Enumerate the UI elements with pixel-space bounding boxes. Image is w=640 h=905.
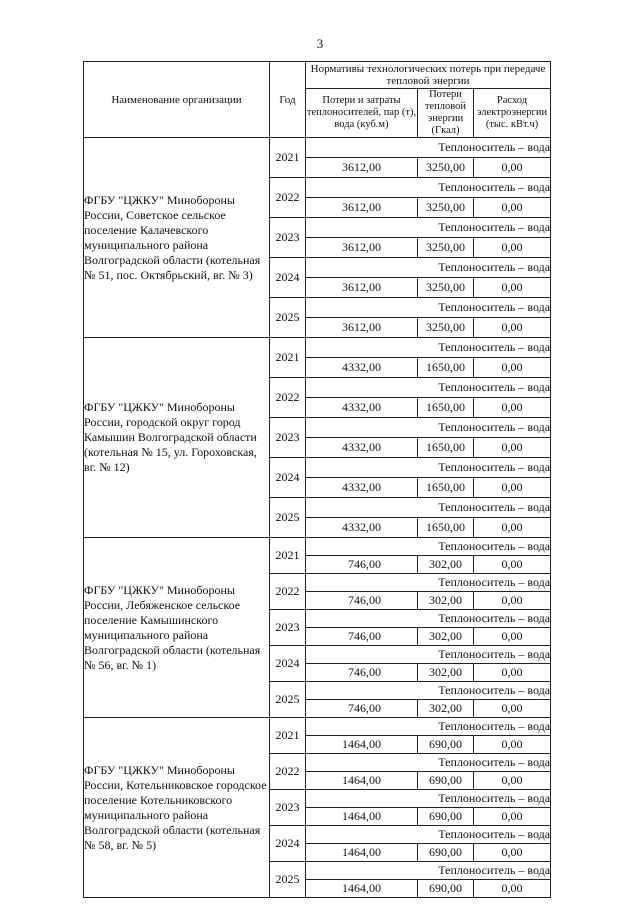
heat-loss-value: 3250,00 xyxy=(418,318,474,338)
power-value: 0,00 xyxy=(474,808,551,826)
carrier-label: Теплоноситель – вода xyxy=(306,682,551,700)
losses-value: 3612,00 xyxy=(306,318,418,338)
heat-loss-value: 302,00 xyxy=(418,556,474,574)
heat-loss-value: 1650,00 xyxy=(418,438,474,458)
organization-name: ФГБУ "ЦЖКУ" Минобороны России, городской округ город Камышин Волгоградской области (котельная № 15, ул. Гороховская, вг. № 12) xyxy=(84,338,270,538)
power-value: 0,00 xyxy=(474,398,551,418)
carrier-label: Теплоноситель – вода xyxy=(306,754,551,772)
losses-value: 4332,00 xyxy=(306,438,418,458)
carrier-label: Теплоноситель – вода xyxy=(306,790,551,808)
power-value: 0,00 xyxy=(474,772,551,790)
year-cell: 2023 xyxy=(270,418,306,458)
heat-loss-value: 302,00 xyxy=(418,592,474,610)
power-value: 0,00 xyxy=(474,700,551,718)
year-cell: 2022 xyxy=(270,574,306,610)
year-cell: 2021 xyxy=(270,538,306,574)
year-cell: 2021 xyxy=(270,138,306,178)
year-column-header: Год xyxy=(270,62,306,138)
year-cell: 2022 xyxy=(270,378,306,418)
table-body xyxy=(84,138,551,898)
losses-value: 746,00 xyxy=(306,556,418,574)
year-cell: 2024 xyxy=(270,458,306,498)
heat-loss-value: 690,00 xyxy=(418,808,474,826)
year-cell: 2024 xyxy=(270,826,306,862)
year-cell: 2021 xyxy=(270,338,306,378)
carrier-label: Теплоноситель – вода xyxy=(306,646,551,664)
carrier-label: Теплоноситель – вода xyxy=(306,862,551,880)
losses-value: 3612,00 xyxy=(306,278,418,298)
heat-loss-value: 1650,00 xyxy=(418,518,474,538)
power-value: 0,00 xyxy=(474,278,551,298)
carrier-label: Теплоноситель – вода xyxy=(306,574,551,592)
year-cell: 2025 xyxy=(270,862,306,898)
norms-table xyxy=(83,61,551,898)
year-cell: 2023 xyxy=(270,610,306,646)
org-column-header: Наименование организации xyxy=(84,62,270,138)
power-value: 0,00 xyxy=(474,318,551,338)
losses-value: 4332,00 xyxy=(306,478,418,498)
carrier-label: Теплоноситель – вода xyxy=(306,378,551,398)
losses-value: 1464,00 xyxy=(306,772,418,790)
carrier-label: Теплоноситель – вода xyxy=(306,498,551,518)
power-value: 0,00 xyxy=(474,478,551,498)
year-cell: 2023 xyxy=(270,218,306,258)
losses-value: 746,00 xyxy=(306,628,418,646)
heat-loss-value: 1650,00 xyxy=(418,478,474,498)
power-value: 0,00 xyxy=(474,736,551,754)
carrier-row xyxy=(84,338,551,358)
heat-loss-value: 302,00 xyxy=(418,700,474,718)
losses-column-header: Потери и затраты теплоносителей, пар (т), вода (куб.м) xyxy=(306,89,418,138)
year-cell: 2025 xyxy=(270,298,306,338)
power-value: 0,00 xyxy=(474,358,551,378)
power-value: 0,00 xyxy=(474,238,551,258)
losses-value: 1464,00 xyxy=(306,808,418,826)
page-number: 3 xyxy=(316,36,324,51)
losses-value: 1464,00 xyxy=(306,880,418,898)
organization-name: ФГБУ "ЦЖКУ" Минобороны России, Советское сельское поселение Калачевского муниципального района Волгоградской области (котельная № 51, пос. Октябрьский, вг. № 3) xyxy=(84,138,270,338)
losses-value: 3612,00 xyxy=(306,198,418,218)
carrier-label: Теплоноситель – вода xyxy=(306,826,551,844)
year-cell: 2023 xyxy=(270,790,306,826)
power-value: 0,00 xyxy=(474,556,551,574)
power-value: 0,00 xyxy=(474,518,551,538)
year-cell: 2024 xyxy=(270,258,306,298)
carrier-label: Теплоноситель – вода xyxy=(306,418,551,438)
losses-value: 1464,00 xyxy=(306,844,418,862)
heat-loss-value: 1650,00 xyxy=(418,398,474,418)
losses-value: 746,00 xyxy=(306,664,418,682)
carrier-label: Теплоноситель – вода xyxy=(306,298,551,318)
heat-loss-value: 690,00 xyxy=(418,772,474,790)
carrier-label: Теплоноситель – вода xyxy=(306,138,551,158)
carrier-label: Теплоноситель – вода xyxy=(306,538,551,556)
year-cell: 2025 xyxy=(270,498,306,538)
heat-loss-value: 690,00 xyxy=(418,736,474,754)
carrier-row xyxy=(84,718,551,736)
power-value: 0,00 xyxy=(474,844,551,862)
power-value: 0,00 xyxy=(474,158,551,178)
losses-value: 746,00 xyxy=(306,592,418,610)
heat-loss-value: 3250,00 xyxy=(418,278,474,298)
power-value: 0,00 xyxy=(474,628,551,646)
power-value: 0,00 xyxy=(474,664,551,682)
organization-name: ФГБУ "ЦЖКУ" Минобороны России, Лебяженское сельское поселение Камышинского муниципального района Волгоградской области (котельная № 56, вг. № 1) xyxy=(84,538,270,718)
norms-group-header: Нормативы технологических потерь при передаче тепловой энергии xyxy=(306,62,551,89)
heat-loss-value: 1650,00 xyxy=(418,358,474,378)
year-cell: 2024 xyxy=(270,646,306,682)
carrier-label: Теплоноситель – вода xyxy=(306,338,551,358)
carrier-label: Теплоноситель – вода xyxy=(306,258,551,278)
heat-column-header: Потери тепловой энергии (Гкал) xyxy=(418,89,474,138)
carrier-label: Теплоноситель – вода xyxy=(306,718,551,736)
power-value: 0,00 xyxy=(474,438,551,458)
organization-name: ФГБУ "ЦЖКУ" Минобороны России, Котельниковское городское поселение Котельниковского муниципального района Волгоградской области (котельная № 58, вг. № 5) xyxy=(84,718,270,898)
table-header xyxy=(84,62,551,138)
heat-loss-value: 3250,00 xyxy=(418,238,474,258)
heat-loss-value: 3250,00 xyxy=(418,158,474,178)
year-cell: 2022 xyxy=(270,178,306,218)
power-value: 0,00 xyxy=(474,592,551,610)
heat-loss-value: 690,00 xyxy=(418,880,474,898)
heat-loss-value: 302,00 xyxy=(418,628,474,646)
losses-value: 4332,00 xyxy=(306,398,418,418)
carrier-label: Теплоноситель – вода xyxy=(306,610,551,628)
year-cell: 2022 xyxy=(270,754,306,790)
year-cell: 2025 xyxy=(270,682,306,718)
power-column-header: Расход электроэнергии (тыс. кВт.ч) xyxy=(474,89,551,138)
heat-loss-value: 302,00 xyxy=(418,664,474,682)
losses-value: 3612,00 xyxy=(306,158,418,178)
carrier-label: Теплоноситель – вода xyxy=(306,178,551,198)
losses-value: 3612,00 xyxy=(306,238,418,258)
losses-value: 746,00 xyxy=(306,700,418,718)
carrier-label: Теплоноситель – вода xyxy=(306,458,551,478)
carrier-row xyxy=(84,538,551,556)
losses-value: 4332,00 xyxy=(306,358,418,378)
year-cell: 2021 xyxy=(270,718,306,754)
losses-value: 4332,00 xyxy=(306,518,418,538)
power-value: 0,00 xyxy=(474,880,551,898)
carrier-label: Теплоноситель – вода xyxy=(306,218,551,238)
heat-loss-value: 3250,00 xyxy=(418,198,474,218)
losses-value: 1464,00 xyxy=(306,736,418,754)
heat-loss-value: 690,00 xyxy=(418,844,474,862)
carrier-row xyxy=(84,138,551,158)
power-value: 0,00 xyxy=(474,198,551,218)
